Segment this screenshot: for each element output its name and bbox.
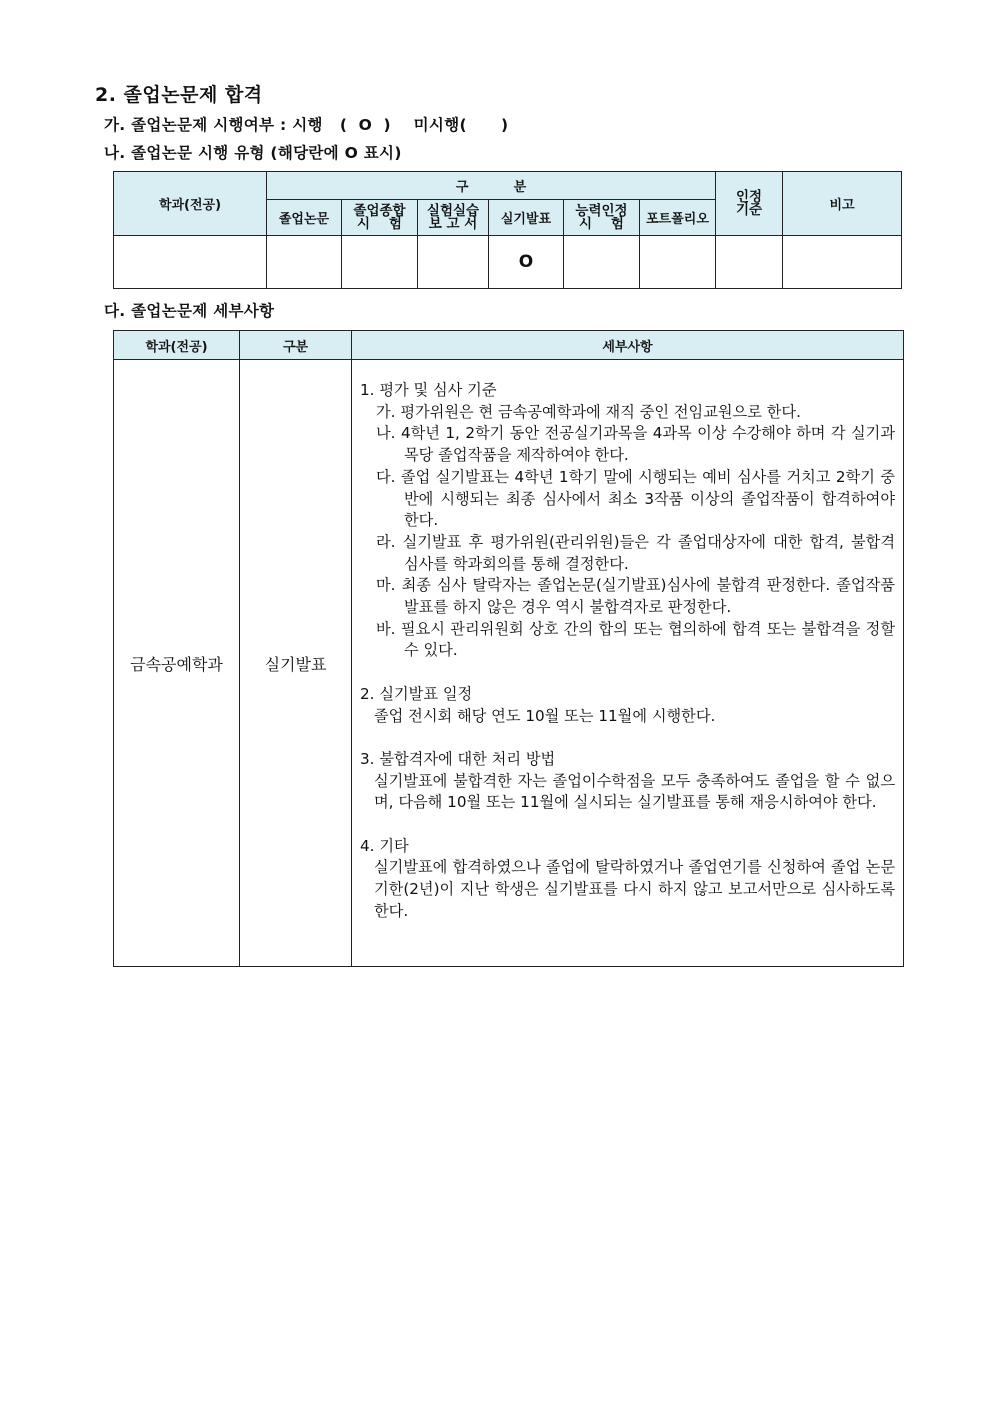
type-table [113, 171, 902, 289]
details-header-detail: 세부사항 [352, 331, 904, 360]
type-header-dept: 학과(전공) [114, 172, 267, 236]
type-cell-dept [114, 236, 267, 289]
details-table [113, 330, 904, 967]
details-dept: 금속공예학과 [114, 360, 240, 967]
type-cell-note [783, 236, 902, 289]
criteria-item-ma: 마. 최종 심사 탈락자는 졸업논문(실기발표)심사에 불합격 판정한다. 졸업작품 발표를 하지 않은 경우 역시 불합격자로 판정한다. [376, 576, 895, 617]
implementation-type-heading: 나. 졸업논문 시행 유형 (해당란에 O 표시) [104, 144, 402, 162]
schedule-title: 2. 실기발표 일정 [360, 684, 473, 703]
details-header-division: 구분 [240, 331, 352, 360]
fail-handling-text: 실기발표에 불합격한 자는 졸업이수학점을 모두 충족하여도 졸업을 할 수 없으며, 다음해 10월 또는 11월에 실시되는 실기발표를 통해 재응시하여야 한다. [374, 771, 895, 812]
details-content [352, 360, 904, 967]
type-header-lab-report: 실험실습 보 고 서 [418, 200, 489, 236]
type-cell-criteria [716, 236, 783, 289]
type-cell-portfolio [640, 236, 716, 289]
criteria-title: 1. 평가 및 심사 기준 [360, 381, 497, 399]
criteria-item-ra: 라. 실기발표 후 평가위원(관리위원)들은 각 졸업대상자에 대한 합격, 불합격 심사를 학과회의를 통해 결정한다. [376, 532, 895, 573]
type-cell-comprehensive-exam [342, 236, 418, 289]
type-cell-performance: O [489, 236, 564, 289]
criteria-item-ba: 바. 필요시 관리위원회 상호 간의 합의 또는 협의하에 합격 또는 불합격을 정할 수 있다. [376, 619, 895, 660]
type-header-portfolio: 포트폴리오 [640, 200, 716, 236]
details-heading: 다. 졸업논문제 세부사항 [104, 302, 275, 320]
type-header-certification-exam: 능력인정 시 험 [564, 200, 640, 236]
type-header-thesis: 졸업논문 [267, 200, 342, 236]
schedule-text: 졸업 전시회 해당 연도 10월 또는 11월에 시행한다. [374, 706, 716, 725]
details-header-dept: 학과(전공) [114, 331, 240, 360]
section-title: 2. 졸업논문제 합격 [95, 84, 263, 106]
type-cell-certification-exam [564, 236, 640, 289]
type-header-performance: 실기발표 [489, 200, 564, 236]
type-header-group: 구 분 [267, 172, 716, 200]
type-header-comprehensive-exam: 졸업종합 시 험 [342, 200, 418, 236]
type-cell-lab-report [418, 236, 489, 289]
type-header-criteria: 인정 기준 [716, 172, 783, 236]
type-header-note: 비고 [783, 172, 902, 236]
fail-handling-title: 3. 불합격자에 대한 처리 방법 [360, 749, 556, 768]
details-division: 실기발표 [240, 360, 352, 967]
type-cell-thesis [267, 236, 342, 289]
criteria-item-na: 나. 4학년 1, 2학기 동안 전공실기과목을 4과목 이상 수강해야 하며 각 실기과목당 졸업작품을 제작하여야 한다. [376, 424, 895, 465]
criteria-item-ga: 가. 평가위원은 현 금속공예학과에 재직 중인 전임교원으로 한다. [376, 402, 801, 421]
implementation-status: 가. 졸업논문제 시행여부 : 시행 ( O ) 미시행( ) [104, 116, 509, 134]
other-text: 실기발표에 합격하였으나 졸업에 탈락하였거나 졸업연기를 신청하여 졸업 논문기한(2년)이 지난 학생은 실기발표를 다시 하지 않고 보고서만으로 심사하도록 한다. [374, 858, 895, 920]
other-title: 4. 기타 [360, 836, 409, 855]
criteria-item-da: 다. 졸업 실기발표는 4학년 1학기 말에 시행되는 예비 심사를 거치고 2학기 중반에 시행되는 최종 심사에서 최소 3작품 이상의 졸업작품이 합격하여야 한다. [376, 467, 895, 530]
